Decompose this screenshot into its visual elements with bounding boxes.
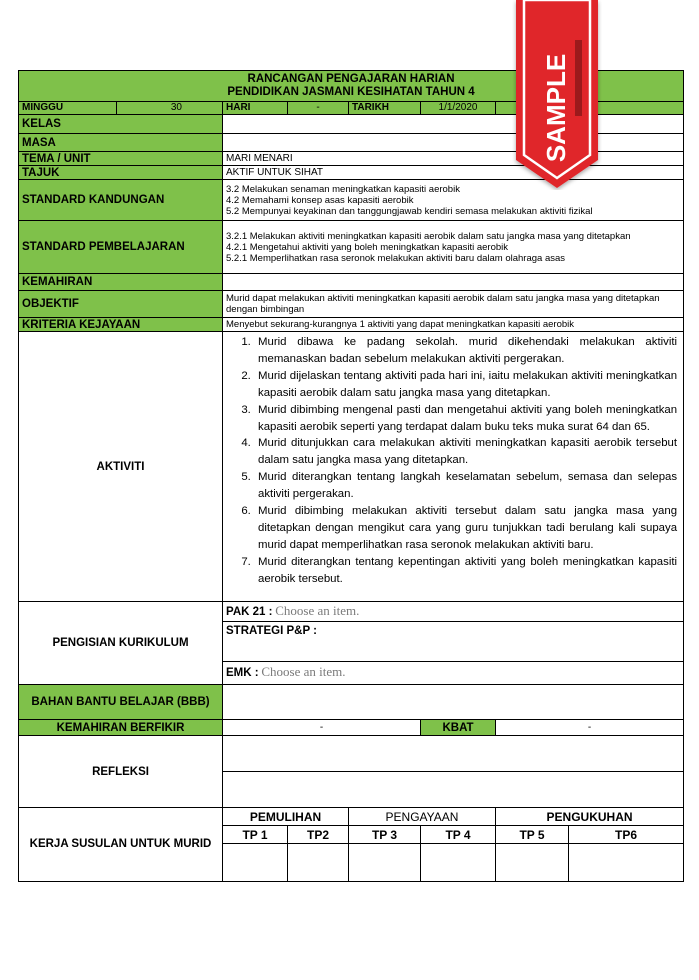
kriteria-label: KRITERIA KEJAYAAN <box>19 318 223 332</box>
standard-pembelajaran-label: STANDARD PEMBELAJARAN <box>19 221 223 274</box>
kriteria-value: Menyebut sekurang-kurangnya 1 aktiviti yang dapat meningkatkan kapasiti aerobik <box>223 318 684 332</box>
tp-label: TP 1 <box>223 826 288 844</box>
standard-pembelajaran-item: 4.2.1 Mengetahui aktiviti yang boleh meningkatkan kapasiti aerobik <box>226 241 509 253</box>
tp-cell <box>421 844 496 882</box>
masa-label: MASA <box>19 134 223 152</box>
hari-value: - <box>288 102 349 115</box>
pak-row <box>223 602 684 622</box>
masa-value <box>223 134 684 152</box>
tarikh-label: TARIKH <box>349 102 421 115</box>
objektif-label: OBJEKTIF <box>19 291 223 318</box>
tajuk-label: TAJUK <box>19 166 223 180</box>
aktiviti-item: 3. Murid dibimbing mengenal pasti dan mengetahui aktiviti yang boleh meningkatkan kapasiti aerobik seperti yang terdapat dalam buku teks muka surat 64 dan 65. <box>254 402 677 436</box>
plan-title-line1: RANCANGAN PENGAJARAN HARIAN <box>247 73 455 85</box>
kerja-susulan-label: KERJA SUSULAN UNTUK MURID <box>19 808 223 882</box>
standard-kandungan-label: STANDARD KANDUNGAN <box>19 180 223 221</box>
refleksi-line-1 <box>223 736 684 772</box>
strategi-row <box>223 622 684 662</box>
watermark-text: SAMPLE <box>541 53 571 163</box>
aktiviti-item: 4. Murid ditunjukkan cara melakukan aktiviti meningkatkan kapasiti aerobik tersebut dalam satu jangka masa yang ditetapkan. <box>254 435 677 469</box>
hari-label: HARI <box>223 102 288 115</box>
aktiviti-list <box>226 334 677 588</box>
refleksi-label: REFLEKSI <box>19 736 223 808</box>
tarikh-value: 1/1/2020 <box>421 102 496 115</box>
tp-cell <box>496 844 569 882</box>
aktiviti-item: 5. Murid diterangkan tentang langkah keselamatan sebelum, semasa dan selepas aktiviti pergerakan. <box>254 469 677 503</box>
objektif-value: Murid dapat melakukan aktiviti meningkatkan kapasiti aerobik dalam satu jangka masa yang ditetapkan dengan bimbingan <box>223 291 684 318</box>
aktiviti-label: AKTIVITI <box>19 332 223 602</box>
aktiviti-item: 6. Murid dibimbing melakukan aktiviti tersebut dalam satu jangka masa yang ditetapkan dengan mengikut cara yang guru tunjukkan tadi berulang kali supaya murid dapat memperlihatkan rasa seronok melakukan aktiviti baru. <box>254 503 677 554</box>
tema-label: TEMA / UNIT <box>19 152 223 166</box>
pak-label: PAK 21 : <box>226 605 273 618</box>
tp-label: TP2 <box>288 826 349 844</box>
standard-pembelajaran-item: 5.2.1 Memperlihatkan rasa seronok melakukan aktiviti baru dalam olahraga asas <box>226 252 566 264</box>
pemulihan-label: PEMULIHAN <box>223 808 349 826</box>
bbb-label: BAHAN BANTU BELAJAR (BBB) <box>19 685 223 720</box>
tp-label: TP 3 <box>349 826 421 844</box>
kelas-value <box>223 115 684 134</box>
standard-kandungan-value <box>223 180 684 221</box>
kbat-value: - <box>496 720 684 736</box>
tp-cell <box>288 844 349 882</box>
watermark-side-bar <box>575 40 582 116</box>
sample-watermark <box>512 0 602 190</box>
emk-dropdown[interactable]: Choose an item. <box>261 664 346 679</box>
standard-kandungan-item: 4.2 Memahami konsep asas kapasiti aerobik <box>226 194 414 206</box>
lesson-plan-table <box>18 70 684 882</box>
aktiviti-item: 1. Murid dibawa ke padang sekolah. murid dikehendaki melakukan aktiviti memanaskan badan sebelum melakukan aktiviti pergerakan. <box>254 334 677 368</box>
kbat-label: KBAT <box>421 720 496 736</box>
tema-value: MARI MENARI <box>223 152 684 166</box>
pengukuhan-label: PENGUKUHAN <box>496 808 684 826</box>
minggu-value: 30 <box>117 102 223 115</box>
tp-cell <box>569 844 684 882</box>
kemahiran-value <box>223 274 684 291</box>
tajuk-value: AKTIF UNTUK SIHAT <box>223 166 684 180</box>
pengisian-label: PENGISIAN KURIKULUM <box>19 602 223 685</box>
minggu-label: MINGGU <box>19 102 117 115</box>
bbb-value <box>223 685 684 720</box>
strategi-label: STRATEGI P&P : <box>226 625 317 637</box>
kemahiran-berfikir-value: - <box>223 720 421 736</box>
pak-dropdown[interactable]: Choose an item. <box>275 602 360 618</box>
tp-label: TP 5 <box>496 826 569 844</box>
lesson-plan-sheet <box>18 70 683 882</box>
standard-pembelajaran-item: 3.2.1 Melakukan aktiviti meningkatkan kapasiti aerobik dalam satu jangka masa yang ditetapkan <box>226 230 631 242</box>
aktiviti-item: 2. Murid dijelaskan tentang aktiviti pada hari ini, iaitu melakukan aktiviti meningkatkan kapasiti aerobik dalam satu jangka masa yang ditetapkan. <box>254 368 677 402</box>
refleksi-line-2 <box>223 772 684 808</box>
pengayaan-label: PENGAYAAN <box>349 808 496 826</box>
tp-label: TP6 <box>569 826 684 844</box>
tp-cell <box>223 844 288 882</box>
emk-row <box>223 662 684 685</box>
aktiviti-item: 7. Murid diterangkan tentang kepentingan aktiviti yang boleh meningkatkan kapasiti aerobik tersebut. <box>254 554 677 588</box>
kelas-label: KELAS <box>19 115 223 134</box>
tp-label: TP 4 <box>421 826 496 844</box>
standard-pembelajaran-value <box>223 221 684 274</box>
standard-kandungan-item: 5.2 Mempunyai keyakinan dan tanggungjawab kendiri semasa melakukan aktiviti fizikal <box>226 205 593 217</box>
kemahiran-berfikir-label: KEMAHIRAN BERFIKIR <box>19 720 223 736</box>
aktiviti-value <box>223 332 684 602</box>
kemahiran-label: KEMAHIRAN <box>19 274 223 291</box>
standard-kandungan-item: 3.2 Melakukan senaman meningkatkan kapasiti aerobik <box>226 183 460 195</box>
emk-label: EMK : <box>226 667 259 679</box>
tp-cell <box>349 844 421 882</box>
plan-title-line2: PENDIDIKAN JASMANI KESIHATAN TAHUN 4 <box>227 86 475 98</box>
